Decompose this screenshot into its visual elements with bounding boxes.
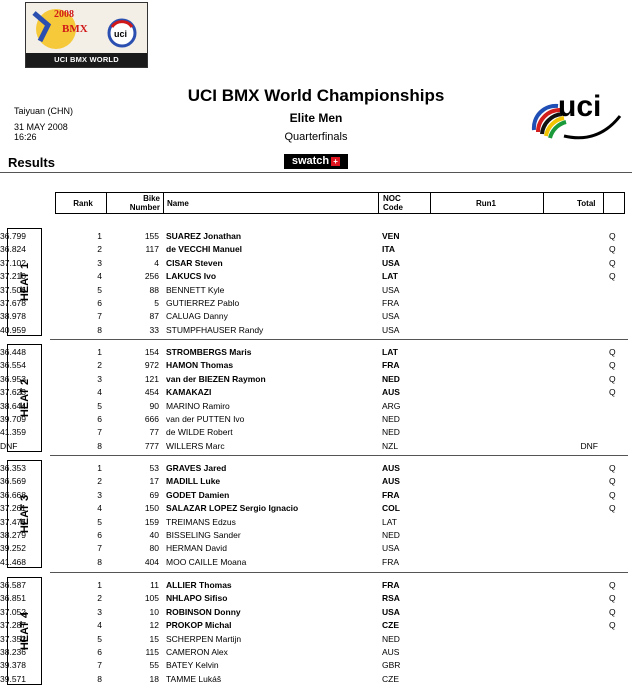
cell-rank: 7 xyxy=(97,427,102,438)
round-title: Quarterfinals xyxy=(284,131,348,143)
cell-name: BISSELING Sander xyxy=(166,530,241,540)
cell-noc: LAT xyxy=(382,347,398,357)
cell-run1: 41.468 xyxy=(0,556,26,567)
cell-bike: 105 xyxy=(144,593,159,604)
table-row xyxy=(0,556,632,569)
cell-bike: 454 xyxy=(144,387,159,398)
cell-run1: 36.851 xyxy=(0,593,26,604)
cell-q: Q xyxy=(609,257,616,268)
table-row xyxy=(0,230,632,243)
cell-rank: 6 xyxy=(97,414,102,424)
cell-run1: 38.236 xyxy=(0,647,26,657)
cell-q: Q xyxy=(609,231,616,241)
cell-run1: 37.623 xyxy=(0,387,26,398)
cell-noc: NED xyxy=(382,530,400,540)
cell-q: Q xyxy=(609,244,616,255)
cell-noc: CZE xyxy=(382,673,399,684)
cell-noc: NED xyxy=(382,373,400,384)
cell-name: CAMERON Alex xyxy=(166,647,228,657)
cell-bike: 777 xyxy=(144,440,159,451)
cell-q: Q xyxy=(609,387,616,398)
cell-rank: 7 xyxy=(97,660,102,671)
cell-rank: 3 xyxy=(97,373,102,384)
cell-noc: USA xyxy=(382,606,400,617)
cell-noc: ITA xyxy=(382,244,396,255)
cell-run1: DNF xyxy=(0,440,18,451)
cell-bike: 53 xyxy=(149,463,159,473)
cell-bike: 5 xyxy=(154,298,159,308)
cell-noc: USA xyxy=(382,324,400,335)
col-noc xyxy=(383,193,403,213)
cell-name: WILLERS Marc xyxy=(166,440,225,451)
cell-name: de WILDE Robert xyxy=(166,427,233,438)
table-row xyxy=(0,324,632,337)
cell-run1: 36.448 xyxy=(0,347,26,357)
cell-run1: 37.102 xyxy=(0,257,26,268)
cell-rank: 7 xyxy=(97,311,102,322)
cell-name: GRAVES Jared xyxy=(166,463,227,473)
cell-noc: AUS xyxy=(382,387,400,398)
col-total: Total xyxy=(577,198,596,208)
cell-noc: FRA xyxy=(382,580,400,590)
table-row xyxy=(0,659,632,672)
cell-noc: VEN xyxy=(382,231,400,241)
cell-rank: 2 xyxy=(97,476,102,487)
cell-noc: FRA xyxy=(382,556,399,567)
cell-name: GUTIERREZ Pablo xyxy=(166,298,240,308)
table-row xyxy=(0,440,632,453)
divider xyxy=(106,193,107,213)
cell-name: ROBINSON Donny xyxy=(166,606,241,617)
cell-q: Q xyxy=(609,580,616,590)
page-title: UCI BMX World Championships xyxy=(187,86,445,105)
cell-q: Q xyxy=(609,360,616,371)
cell-noc: NZL xyxy=(382,440,399,451)
cell-bike: 88 xyxy=(149,284,159,295)
cell-bike: 77 xyxy=(149,427,159,438)
table-row xyxy=(0,592,632,605)
cell-noc: USA xyxy=(382,257,400,268)
date: 31 MAY 2008 xyxy=(14,122,68,132)
cell-rank: 4 xyxy=(97,620,102,631)
table-row xyxy=(0,257,632,270)
sponsor-name: swatch xyxy=(291,155,330,167)
cell-noc: AUS xyxy=(382,647,400,657)
cell-q: Q xyxy=(609,347,616,357)
cell-bike: 666 xyxy=(144,414,159,424)
cell-bike: 159 xyxy=(144,516,159,527)
column-header xyxy=(55,192,625,214)
cell-bike: 55 xyxy=(149,660,159,671)
cell-bike: 40 xyxy=(149,530,159,540)
cell-noc: NED xyxy=(382,633,400,644)
divider xyxy=(163,193,164,213)
swiss-cross-icon: + xyxy=(331,157,340,166)
cell-run1: 38.978 xyxy=(0,311,26,322)
cell-rank: 3 xyxy=(97,606,102,617)
cell-rank: 4 xyxy=(97,387,102,398)
table-row xyxy=(0,516,632,529)
cell-run1: 39.571 xyxy=(0,673,26,684)
col-noc-line2: Code xyxy=(383,203,403,212)
cell-name: STROMBERGS Maris xyxy=(166,347,252,357)
cell-noc: NED xyxy=(382,414,400,424)
cell-q: Q xyxy=(609,476,616,487)
divider xyxy=(543,193,544,213)
table-row xyxy=(0,346,632,359)
divider xyxy=(0,172,632,173)
cell-rank: 2 xyxy=(97,360,102,371)
cell-noc: FRA xyxy=(382,298,399,308)
cell-run1: 41.359 xyxy=(0,427,26,438)
cell-name: HERMAN David xyxy=(166,543,227,554)
cell-name: CISAR Steven xyxy=(166,257,223,268)
cell-bike: 90 xyxy=(149,400,159,411)
cell-name: ALLIER Thomas xyxy=(166,580,232,590)
cell-rank: 2 xyxy=(97,593,102,604)
cell-run1: 36.799 xyxy=(0,231,26,241)
cell-bike: 117 xyxy=(145,244,159,255)
heat-label: HEAT 4 xyxy=(18,611,31,651)
cell-rank: 6 xyxy=(97,530,102,540)
cell-run1: 36.353 xyxy=(0,463,26,473)
cell-noc: AUS xyxy=(382,463,400,473)
col-noc-line1: NOC xyxy=(383,194,401,203)
table-row xyxy=(0,413,632,426)
cell-noc: FRA xyxy=(382,360,400,371)
cell-noc: LAT xyxy=(382,271,398,282)
cell-total: DNF xyxy=(580,440,598,451)
cell-run1: 40.959 xyxy=(0,324,26,335)
divider xyxy=(378,193,379,213)
cell-name: TREIMANS Edzus xyxy=(166,516,236,527)
cell-run1: 37.210 xyxy=(0,271,26,282)
cell-rank: 5 xyxy=(97,284,102,295)
table-row xyxy=(0,646,632,659)
cell-q: Q xyxy=(609,271,616,282)
cell-rank: 5 xyxy=(97,400,102,411)
cell-name: LAKUCS Ivo xyxy=(166,271,217,282)
cell-name: MOO CAILLE Moana xyxy=(166,556,247,567)
cell-q: Q xyxy=(609,463,616,473)
cell-q: Q xyxy=(609,620,616,631)
logo-strip: UCI BMX WORLD CHAMPIONSHIPS xyxy=(26,53,147,67)
cell-noc: COL xyxy=(382,503,400,514)
heat-label: HEAT 1 xyxy=(18,262,31,302)
cell-bike: 4 xyxy=(154,257,159,268)
table-row xyxy=(0,579,632,592)
cell-name: van der BIEZEN Raymon xyxy=(166,373,266,384)
cell-bike: 80 xyxy=(149,543,159,554)
cell-name: STUMPFHAUSER Randy xyxy=(166,324,264,335)
heat-label: HEAT 3 xyxy=(18,494,31,534)
cell-noc: CZE xyxy=(382,620,399,631)
table-row xyxy=(0,475,632,488)
heat-label: HEAT 2 xyxy=(18,378,31,418)
cell-name: TAMME Lukáš xyxy=(166,673,222,684)
table-row xyxy=(0,542,632,555)
cell-name: PROKOP Michal xyxy=(166,620,232,631)
cell-q: Q xyxy=(609,606,616,617)
cell-run1: 37.678 xyxy=(0,298,26,308)
table-row xyxy=(0,284,632,297)
cell-name: van der PUTTEN Ivo xyxy=(166,414,245,424)
cell-run1: 36.569 xyxy=(0,476,26,487)
table-row xyxy=(0,489,632,502)
divider xyxy=(603,193,604,213)
col-bike xyxy=(114,193,160,213)
cell-run1: 38.644 xyxy=(0,400,26,411)
cell-name: SUAREZ Jonathan xyxy=(166,231,242,241)
cell-q: Q xyxy=(609,593,616,604)
cell-noc: USA xyxy=(382,284,400,295)
cell-rank: 3 xyxy=(97,489,102,500)
cell-noc: USA xyxy=(382,543,400,554)
cell-rank: 5 xyxy=(97,516,102,527)
cell-name: SCHERPEN Martijn xyxy=(166,633,242,644)
cell-bike: 17 xyxy=(149,476,159,487)
cell-bike: 11 xyxy=(150,580,159,590)
cell-name: KAMAKAZI xyxy=(166,387,212,398)
cell-rank: 8 xyxy=(97,440,102,451)
cell-name: NHLAPO Sifiso xyxy=(166,593,228,604)
cell-bike: 15 xyxy=(149,633,159,644)
cell-rank: 8 xyxy=(97,556,102,567)
cell-name: BENNETT Kyle xyxy=(166,284,225,295)
sponsor-logo xyxy=(284,154,348,169)
cell-name: HAMON Thomas xyxy=(166,360,234,371)
cell-rank: 6 xyxy=(97,298,102,308)
cell-bike: 69 xyxy=(149,489,159,500)
time: 16:26 xyxy=(14,132,37,142)
cell-run1: 37.475 xyxy=(0,516,26,527)
table-row xyxy=(0,297,632,310)
cell-rank: 2 xyxy=(97,244,102,255)
cell-bike: 87 xyxy=(149,311,159,322)
col-rank: Rank xyxy=(73,198,93,208)
cell-noc: NED xyxy=(382,427,400,438)
cell-rank: 3 xyxy=(97,257,102,268)
cell-bike: 972 xyxy=(144,360,159,371)
divider xyxy=(50,339,628,340)
cell-name: de VECCHI Manuel xyxy=(166,244,243,255)
cell-run1: 38.279 xyxy=(0,530,26,540)
cell-bike: 18 xyxy=(149,673,159,684)
cell-run1: 37.261 xyxy=(0,503,26,514)
cell-bike: 154 xyxy=(144,347,159,357)
table-row xyxy=(0,373,632,386)
cell-run1: 37.052 xyxy=(0,606,26,617)
table-row xyxy=(0,619,632,632)
cell-run1: 36.668 xyxy=(0,489,26,500)
cell-rank: 1 xyxy=(97,463,102,473)
cell-bike: 33 xyxy=(149,324,159,335)
col-bike-line2: Number xyxy=(129,203,160,212)
table-row xyxy=(0,502,632,515)
cell-run1: 36.953 xyxy=(0,373,26,384)
cell-bike: 115 xyxy=(145,647,159,657)
cell-noc: FRA xyxy=(382,489,400,500)
cell-bike: 12 xyxy=(149,620,159,631)
table-row xyxy=(0,310,632,323)
divider xyxy=(50,455,628,456)
cell-noc: LAT xyxy=(382,516,397,527)
cell-run1: 39.709 xyxy=(0,414,26,424)
cell-rank: 1 xyxy=(97,580,102,590)
cell-rank: 8 xyxy=(97,324,102,335)
cell-q: Q xyxy=(609,489,616,500)
cell-name: GODET Damien xyxy=(166,489,230,500)
table-row xyxy=(0,673,632,686)
cell-run1: 36.554 xyxy=(0,360,26,371)
cell-bike: 121 xyxy=(144,373,159,384)
cell-run1: 39.378 xyxy=(0,660,26,671)
cell-rank: 7 xyxy=(97,543,102,554)
cell-bike: 155 xyxy=(144,231,159,241)
cell-rank: 8 xyxy=(97,673,102,684)
cell-bike: 256 xyxy=(144,271,159,282)
cell-noc: USA xyxy=(382,311,400,322)
cell-run1: 37.506 xyxy=(0,284,26,295)
logo-bmx: BMX xyxy=(62,23,88,35)
table-row xyxy=(0,462,632,475)
cell-bike: 10 xyxy=(149,606,159,617)
cell-noc: ARG xyxy=(382,400,401,411)
col-name: Name xyxy=(167,198,189,208)
table-row xyxy=(0,633,632,646)
table-row xyxy=(0,270,632,283)
table-row xyxy=(0,426,632,439)
cell-rank: 5 xyxy=(97,633,102,644)
cell-noc: GBR xyxy=(382,660,401,671)
cell-run1: 36.587 xyxy=(0,580,26,590)
col-run1: Run1 xyxy=(476,198,496,208)
table-row xyxy=(0,606,632,619)
cell-name: BATEY Kelvin xyxy=(166,660,219,671)
cell-name: MARINO Ramiro xyxy=(166,400,230,411)
cell-name: MADILL Luke xyxy=(166,476,221,487)
category-title: Elite Men xyxy=(289,111,343,125)
cell-run1: 37.352 xyxy=(0,633,26,644)
col-bike-line1: Bike xyxy=(143,194,160,203)
divider xyxy=(50,572,628,573)
cell-rank: 4 xyxy=(97,271,102,282)
divider xyxy=(430,193,431,213)
cell-noc: AUS xyxy=(382,476,400,487)
cell-name: CALUAG Danny xyxy=(166,311,228,322)
table-row xyxy=(0,386,632,399)
logo-year: 2008 xyxy=(54,9,74,20)
table-row xyxy=(0,243,632,256)
table-row xyxy=(0,359,632,372)
cell-name: SALAZAR LOPEZ Sergio Ignacio xyxy=(166,503,299,514)
table-row xyxy=(0,529,632,542)
svg-text:uci: uci xyxy=(114,29,128,39)
cell-run1: 36.824 xyxy=(0,244,26,255)
cell-bike: 150 xyxy=(144,503,159,514)
cell-q: Q xyxy=(609,503,616,514)
cell-rank: 4 xyxy=(97,503,102,514)
event-logo xyxy=(25,2,148,78)
cell-bike: 404 xyxy=(144,556,159,567)
cell-run1: 39.252 xyxy=(0,543,26,554)
uci-logo-text: uci xyxy=(558,90,602,123)
cell-noc: RSA xyxy=(382,593,400,604)
cell-rank: 1 xyxy=(97,347,102,357)
table-row xyxy=(0,400,632,413)
results-heading: Results xyxy=(8,155,55,170)
cell-run1: 37.287 xyxy=(0,620,26,631)
cell-rank: 1 xyxy=(97,231,102,241)
cell-rank: 6 xyxy=(97,647,102,657)
cell-q: Q xyxy=(609,373,616,384)
location: Taiyuan (CHN) xyxy=(14,106,74,116)
